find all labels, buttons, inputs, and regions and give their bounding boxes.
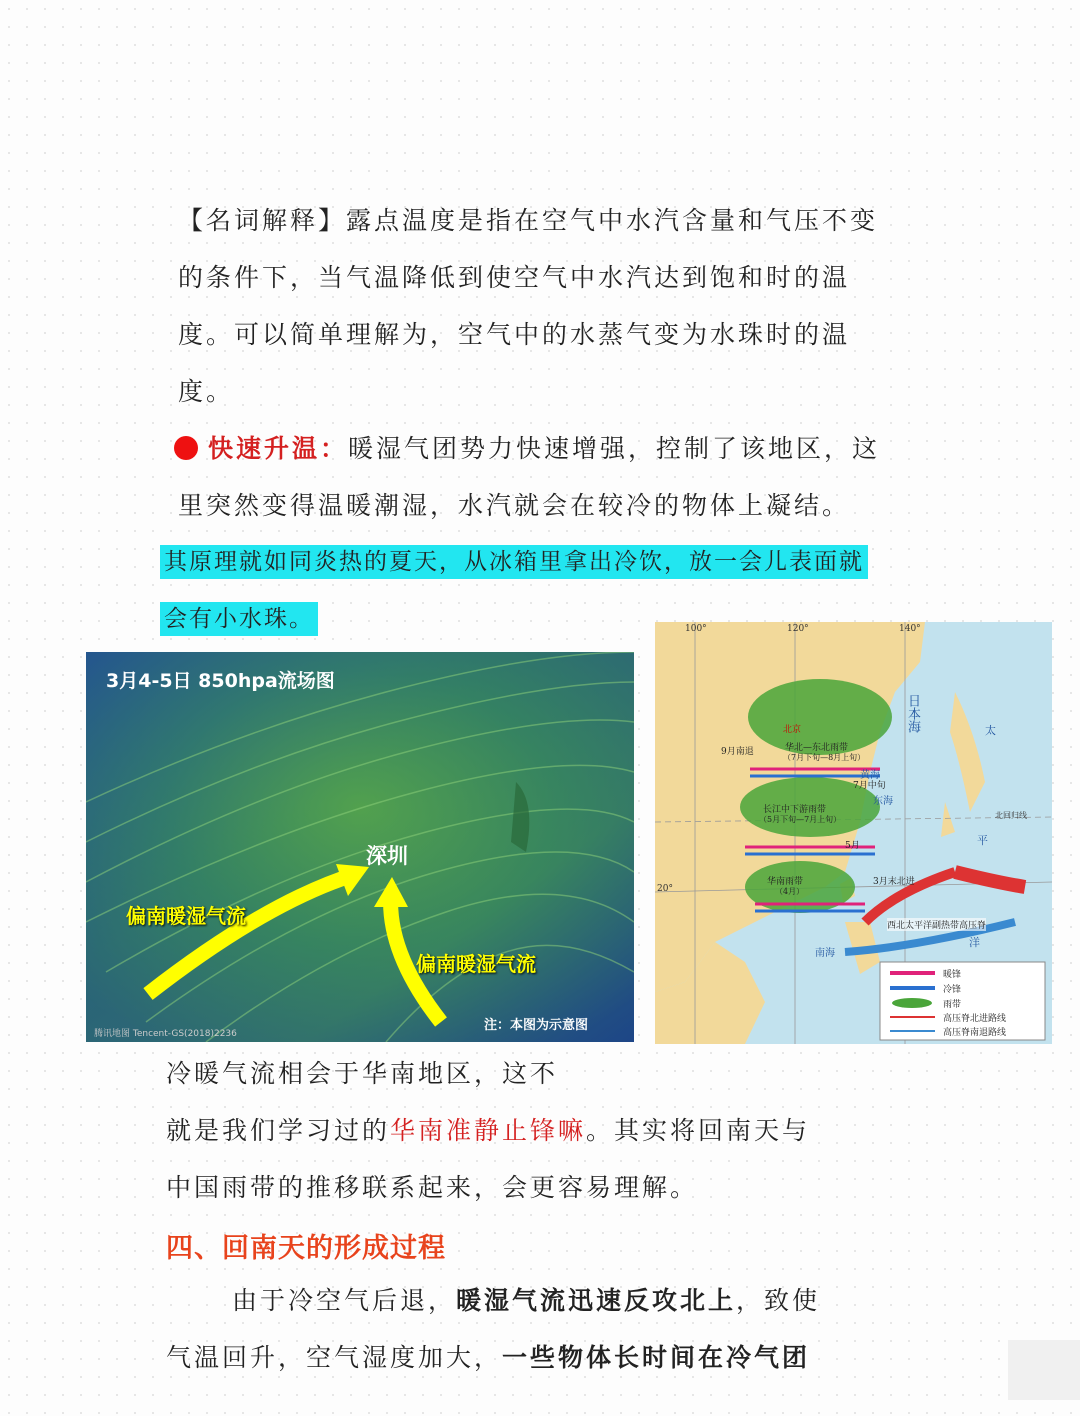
section-heading: 四、回南天的形成过程 — [166, 1233, 446, 1264]
map-title: 3月4-5日 850hpa流场图 — [106, 670, 335, 692]
text-segment: 气温回升，空气湿度加大， — [166, 1343, 503, 1372]
text-segment: 。其实将回南天与 — [586, 1116, 811, 1145]
text-line: 的条件下，当气温降低到使空气中水汽达到饱和时的温 — [178, 263, 851, 292]
highlight-line — [160, 544, 868, 579]
legend-label: 雨带 — [943, 1000, 962, 1010]
red-bullet-icon — [174, 436, 198, 460]
lon-label: 120° — [787, 624, 809, 634]
wind-flow-map — [86, 652, 634, 1042]
text-line: 度。可以简单理解为，空气中的水蒸气变为水珠时的温 — [178, 320, 851, 349]
band-label: 长江中下游雨带 — [763, 805, 827, 815]
text-line — [174, 432, 880, 466]
text-line — [166, 1341, 810, 1375]
lon-label: 140° — [899, 624, 921, 634]
map-credit: 腾讯地图 Tencent-GS(2018)2236 — [94, 1029, 237, 1039]
flow-label-right: 偏南暖湿气流 — [416, 952, 536, 976]
route-label: 3月末北进 — [873, 877, 915, 887]
text-line: 【名词解释】露点温度是指在空气中水汽含量和气压不变 — [178, 206, 879, 235]
route-label: 9月南退 — [721, 747, 754, 757]
term-highlight: 华南准静止锋嘛 — [390, 1116, 587, 1145]
bold-text: 暖湿气流迅速反攻北上 — [456, 1286, 737, 1315]
city-label: 北京 — [783, 725, 802, 735]
sea-label: 南海 — [815, 948, 835, 959]
text-line: 度。 — [178, 377, 235, 406]
sea-label: 日本海 — [905, 694, 920, 733]
highlight-line — [160, 601, 318, 636]
band-time: （4月） — [775, 887, 805, 896]
bold-text: 一些物体长时间在冷气团 — [502, 1343, 811, 1372]
legend-label: 冷锋 — [943, 985, 962, 995]
term-label: 快速升温： — [208, 434, 349, 463]
high-label: 西北太平洋副热带高压脊 — [887, 918, 986, 931]
sea-label: 黄海 — [860, 770, 880, 781]
ocean-label: 洋 — [969, 936, 980, 949]
text-line: 冷暖气流相会于华南地区，这不 — [166, 1059, 559, 1088]
highlight-text: 其原理就如同炎热的夏天，从冰箱里拿出冷饮，放一会儿表面就 — [160, 545, 868, 579]
text-segment: 暖湿气团势力快速增强，控制了该地区，这 — [348, 434, 881, 463]
route-label: 5月 — [845, 841, 860, 851]
flow-label-left: 偏南暖湿气流 — [126, 904, 246, 928]
sea-label: 东海 — [873, 796, 893, 807]
band-label: 华北—东北雨带 — [785, 743, 849, 753]
band-time: （7月下旬—8月上旬） — [783, 753, 866, 762]
text-line — [166, 1114, 810, 1148]
text-line: 中国雨带的推移联系起来，会更容易理解。 — [166, 1173, 699, 1202]
text-line — [232, 1284, 820, 1318]
text-segment: 就是我们学习过的 — [166, 1116, 391, 1145]
text-segment: ，致使 — [736, 1286, 821, 1315]
legend-label: 暖锋 — [943, 970, 962, 980]
tropic-label: 北回归线 — [995, 811, 1027, 820]
text-segment: 由于冷空气后退， — [232, 1286, 457, 1315]
band-time: （5月下旬—7月上旬） — [759, 815, 842, 824]
corner-overlay — [1008, 1340, 1080, 1400]
legend-label: 高压脊南退路线 — [943, 1028, 1007, 1038]
text-line: 里突然变得温暖潮湿，水汽就会在较冷的物体上凝结。 — [178, 491, 851, 520]
lon-label: 100° — [685, 624, 707, 634]
route-label: 7月中旬 — [853, 781, 886, 791]
lat-label: 20° — [657, 884, 673, 894]
city-label: 深圳 — [366, 844, 408, 868]
ocean-label: 太 — [985, 724, 996, 737]
ocean-label: 平 — [977, 834, 988, 847]
rain-belt-map — [655, 622, 1052, 1044]
band-label: 华南雨带 — [767, 877, 804, 887]
legend-label: 高压脊北进路线 — [943, 1014, 1007, 1024]
map-note: 注：本图为示意图 — [484, 1018, 589, 1033]
highlight-text: 会有小水珠。 — [160, 602, 318, 636]
